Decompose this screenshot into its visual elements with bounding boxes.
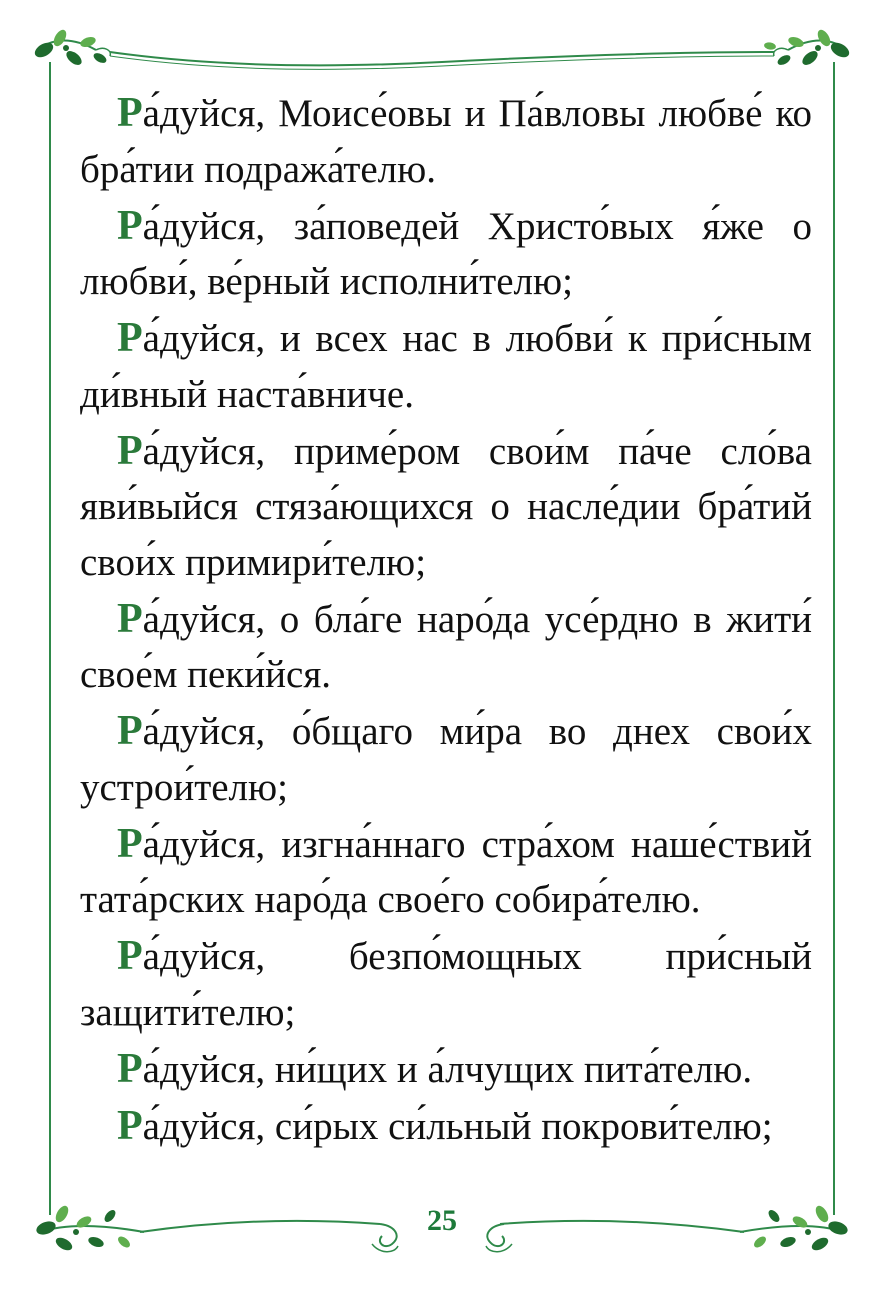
paragraph-9 xyxy=(80,1042,812,1098)
paragraph-6 xyxy=(80,704,812,815)
drop-initial: Р xyxy=(117,820,143,867)
paragraph-text: а́дуйся, безпо́мощных при́сный защити́телю; xyxy=(80,935,812,1034)
paragraph-text: а́дуйся, Моисе́овы и Па́вловы любве́ ко бра́тии подража́телю. xyxy=(80,92,812,191)
paragraph-text: а́дуйся, ни́щих и а́лчущих пита́телю. xyxy=(142,1047,753,1091)
frame-bottom-left-line xyxy=(140,1221,380,1232)
prayer-text xyxy=(80,86,812,1156)
drop-initial: Р xyxy=(117,427,143,474)
drop-initial: Р xyxy=(117,90,143,136)
drop-initial: Р xyxy=(117,595,143,642)
paragraph-2 xyxy=(80,199,812,310)
paragraph-text: а́дуйся, за́поведей Христо́вых я́же о любви́, ве́рный исполни́телю; xyxy=(80,204,812,303)
drop-initial: Р xyxy=(117,1045,143,1092)
paragraph-5 xyxy=(80,592,812,703)
drop-initial: Р xyxy=(117,933,143,979)
paragraph-text: а́дуйся, изгна́ннаго стра́хом наше́ствий тата́рских наро́да свое́го собира́телю. xyxy=(80,822,812,921)
paragraph-text: а́дуйся, о́бщаго ми́ра во днех свои́х устрои́телю; xyxy=(80,710,812,809)
scroll-left xyxy=(380,1224,397,1246)
paragraph-7 xyxy=(80,817,812,928)
drop-initial: Р xyxy=(117,708,143,754)
paragraph-text: а́дуйся, и всех нас в любви́ к при́сным ди́вный наста́вниче. xyxy=(80,317,812,416)
drop-initial: Р xyxy=(117,315,143,361)
paragraph-3 xyxy=(80,311,812,422)
page-number: 25 xyxy=(427,1204,457,1237)
paragraph-text: а́дуйся, си́рых си́льный покрови́телю; xyxy=(142,1104,773,1148)
leaf-ornament-top-left xyxy=(32,28,110,68)
drop-initial: Р xyxy=(117,202,143,249)
leaf-ornament-top-right xyxy=(763,28,851,68)
paragraph-8 xyxy=(80,929,812,1040)
paragraph-4 xyxy=(80,424,812,591)
paragraph-text: а́дуйся, приме́ром свои́м па́че сло́ва яви́выйся стяза́ющихся о насле́дии бра́тий свои́х примири́телю; xyxy=(80,429,812,584)
paragraph-10 xyxy=(80,1099,812,1155)
scroll-right xyxy=(487,1224,504,1246)
frame-bottom-right-line xyxy=(500,1221,744,1232)
drop-initial: Р xyxy=(117,1102,143,1149)
paragraph-1 xyxy=(80,86,812,197)
frame-top-line xyxy=(110,52,774,65)
paragraph-text: а́дуйся, о бла́ге наро́да усе́рдно в жити́ свое́м пеки́йся. xyxy=(80,597,812,696)
